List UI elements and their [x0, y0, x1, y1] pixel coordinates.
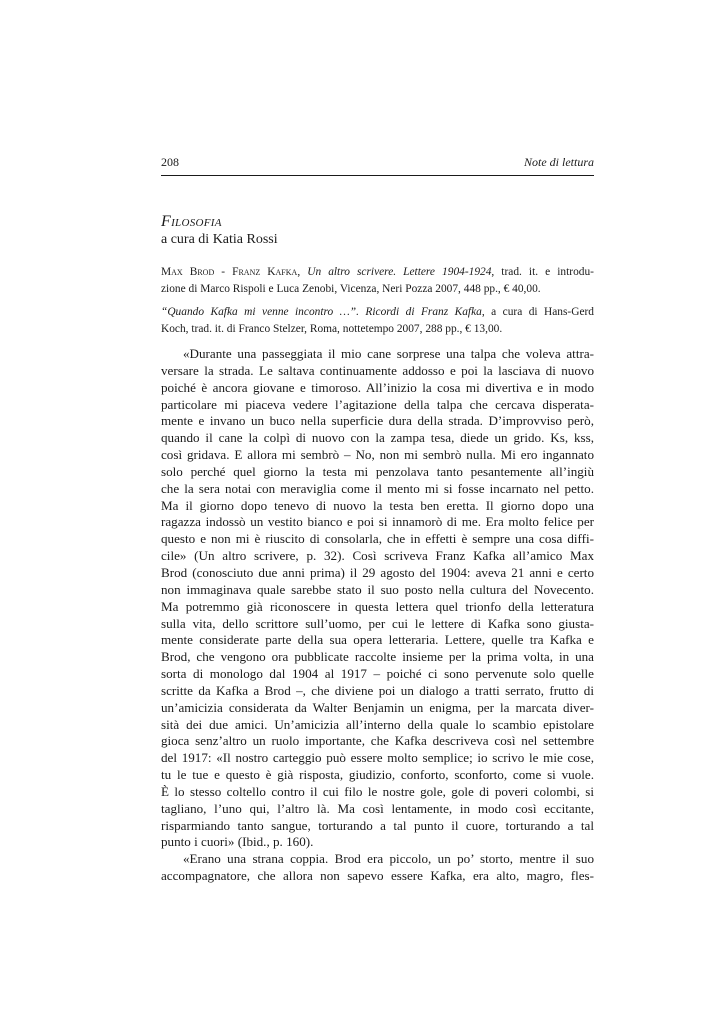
reference-line	[161, 304, 594, 321]
text-line: particolare mi piaceva vedere l’agitazione della talpa che cercava disperata-	[161, 396, 594, 412]
text-line: che la sera notai con meraviglia come il mento mi si fosse incarnato nel petto.	[161, 480, 594, 496]
text-line: poiché è ancora giovane e timoroso. All’inizio la cosa mi divertiva e in modo	[161, 379, 594, 395]
text-line: ragazza indossò un vestito bianco e poi si innamorò di me. Era molto felice per	[161, 514, 594, 530]
text-line: risparmiando tanto sangue, torturando a tal punto il cuore, torturando a tal	[161, 817, 594, 833]
running-title: Note di lettura	[524, 155, 594, 169]
text-line: quando il cane la colpì di nuovo con la zampa tesa, diede un grido. Ks, kss,	[161, 430, 594, 446]
text-line: «Erano una strana coppia. Brod era piccolo, un po’ storto, mentre il suo	[183, 851, 594, 867]
text-line: questo e non mi è riuscito di consolarla, che in effetti è sempre una cosa diffi-	[161, 531, 594, 547]
reference-line: Koch, trad. it. di Franco Stelzer, Roma, nottetempo 2007, 288 pp., € 13,00.	[161, 322, 503, 335]
text-line: del 1917: «Il nostro carteggio può essere molto semplice; io scrivo le mie cose,	[161, 750, 594, 766]
text-line: punto i cuori» (Ibid., p. 160).	[161, 834, 314, 850]
running-header	[161, 155, 594, 170]
text-line: mente considerate parte della sua opera letteraria. Lettere, quelle tra Kafka e	[161, 632, 594, 648]
text-line: tagliano, l’uno qui, l’altro là. Ma così lentamente, in modo così eccitante,	[161, 800, 594, 816]
text-line: solo perché quel giorno la testa mi penzolava tanto pesantemente all’ingiù	[161, 463, 594, 479]
text-line: È lo stesso coltello contro il cui filo le nostre gole, gole di poveri colombi, si	[161, 783, 594, 799]
text-line: cile» (Un altro scrivere, p. 32). Così scriveva Franz Kafka all’amico Max	[161, 548, 594, 564]
text-line: sorta di monologo dal 1904 al 1917 – poiché ci sono pervenute solo quelle	[161, 666, 594, 682]
reference-details: , a cura di Hans-Gerd	[481, 306, 594, 318]
text-line: sulla vita, dello scrittore sull’uomo, per cui le lettere di Kafka sono giusta-	[161, 615, 594, 631]
text-line: gioca senz’altro un ruolo importante, che Kafka descriveva così nel settembre	[161, 733, 594, 749]
bibliographic-reference-2	[161, 304, 594, 338]
text-line: accompagnatore, che allora non sapevo essere Kafka, era alto, magro, fles-	[161, 868, 594, 884]
text-line: così gridava. E allora mi sembrò – No, non mi sembrò nulla. Mi ero ingannato	[161, 447, 594, 463]
reference-line: zione di Marco Rispoli e Luca Zenobi, Vicenza, Neri Pozza 2007, 448 pp., € 40,00.	[161, 282, 541, 295]
text-line: Brod (conosciuto due anni prima) il 29 agosto del 1904: aveva 21 anni e certo	[161, 564, 594, 580]
text-line: tu le tue e questo è già risposta, giudizio, conforto, sconforto, come si vuole.	[161, 767, 594, 783]
reference-title: “Quando Kafka mi venne incontro …”. Ricordi di Franz Kafka	[161, 306, 482, 318]
body-text	[161, 346, 594, 885]
reference-authors: Max Brod - Franz Kafka	[161, 266, 298, 278]
reference-title: Un altro scrivere. Lettere 1904-1924	[307, 266, 492, 278]
reference-details: , trad. it. e introdu-	[491, 266, 594, 278]
page-number: 208	[161, 155, 179, 169]
text-line: non immaginava quale sarebbe stato il suo posto nella cultura del Novecento.	[161, 581, 594, 597]
section-subtitle: a cura di Katia Rossi	[161, 232, 278, 247]
text-line: versare la strada. Le saltava continuamente addosso e poi la lasciava di nuovo	[161, 362, 594, 378]
section-title: Filosofia	[161, 213, 222, 230]
text-line: Ma il giorno dopo tenevo di nuovo la testa ben eretta. Il giorno dopo una	[161, 497, 594, 513]
text-line: scritte da Kafka a Brod –, che diviene poi un dialogo a tratti serrato, frutto di	[161, 682, 594, 698]
text-line: un’amicizia considerata da Walter Benjamin un enigma, per la marcata diver-	[161, 699, 594, 715]
reference-line: Max Brod - Franz Kafka, Un altro scrivere. Lettere 1904-1924, trad. it. e introdu-	[161, 266, 594, 278]
text-line: mente e invano un buco nella superficie dura della strada. D’improvviso però,	[161, 413, 594, 429]
bibliographic-reference-1	[161, 264, 594, 298]
text-line: sità dei due amici. Un’amicizia all’interno della quale lo scambio epistolare	[161, 716, 594, 732]
text-line: «Durante una passeggiata il mio cane sorprese una talpa che voleva attra-	[183, 346, 594, 361]
text-line: Brod, che vengono ora pubblicate raccolte insieme per la prima volta, in una	[161, 649, 594, 665]
header-rule	[161, 175, 594, 176]
text-line: Ma potremmo già riconoscere in questa lettera quel trionfo della letteratura	[161, 598, 594, 614]
